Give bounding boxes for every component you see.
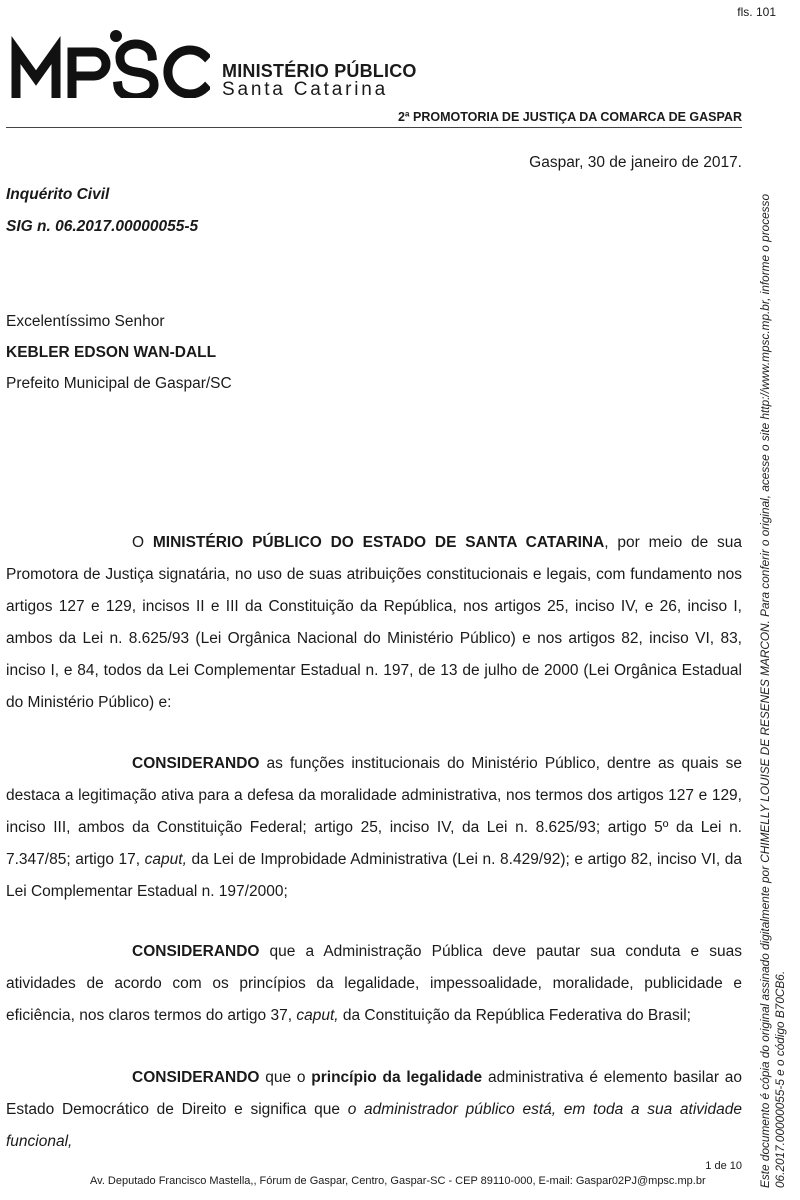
p1-lead: O: [132, 534, 153, 551]
p3-text-2: da Constituição da República Federativa do Brasil;: [338, 1007, 691, 1024]
logo-subtitle: Santa Catarina: [222, 79, 388, 100]
mpsc-logo-mark: [10, 28, 210, 98]
p1-bold: MINISTÉRIO PÚBLICO DO ESTADO DE SANTA CATARINA: [152, 534, 605, 551]
p2-bold: CONSIDERANDO: [132, 755, 260, 772]
p4-text-2: administrativa é elemento basilar ao Estado Democrático de Direito e significa que: [6, 1069, 742, 1118]
recipient-name: KEBLER EDSON WAN-DALL: [6, 344, 217, 361]
paragraph-considerando-2: [6, 936, 742, 1032]
page-reference: fls. 101: [737, 5, 776, 19]
signature-verification-note: [758, 148, 788, 1188]
side-note-line-2: 06.2017.00000055-5 e o código B70CB6.: [773, 970, 787, 1188]
logo-title: MINISTÉRIO PÚBLICO: [222, 61, 417, 81]
p4-text-1: que o: [259, 1069, 312, 1086]
paragraph-considerando-3: [6, 1062, 742, 1158]
doc-type: Inquérito Civil: [6, 186, 110, 203]
p2-italic: caput,: [144, 851, 187, 868]
p3-bold: CONSIDERANDO: [132, 943, 260, 960]
side-note-line-1: Este documento é cópia do original assinado digitalmente por CHIMELLY LOUISE DE RESENES MARCON. Para conferir o original, acesse o site http://www.mpsc.mp.br, informe o processo: [758, 193, 772, 1188]
p1-text: , por meio de sua Promotora de Justiça signatária, no uso de suas atribuições constitucionais e legais, com fundamento nos artigos 127 e 129, incisos II e III da Constituição da República, nos artigos 25, inciso IV, e 26, inciso I, ambos da Lei n. 8.625/93 (Lei Orgânica Nacional do Ministério Público) e nos artigos 82, inciso VI, 83, inciso I, e 84, todos da Lei Complementar Estadual n. 197, de 13 de julho de 2000 (Lei Orgânica Estadual do Ministério Público) e:: [6, 534, 742, 711]
p4-bold: CONSIDERANDO: [132, 1069, 260, 1086]
recipient-role: Prefeito Municipal de Gaspar/SC: [6, 375, 232, 392]
p3-text-1: que a Administração Pública deve pautar sua conduta e suas atividades de acordo com os princípios da legalidade, impessoalidade, moralidade, publicidade e eficiência, nos claros termos do artigo 37,: [6, 943, 742, 1024]
mpsc-logo: [10, 28, 430, 98]
p2-text-2: da Lei de Improbidade Administrativa (Lei n. 8.429/92); e artigo 82, inciso VI, da Lei Complementar Estadual n. 197/2000;: [6, 851, 742, 900]
footer-page-number: 1 de 10: [705, 1160, 742, 1172]
p4-italic: o administrador público está, em toda a sua atividade funcional,: [6, 1101, 742, 1150]
footer-address: Av. Deputado Francisco Mastella,, Fórum de Gaspar, Centro, Gaspar-SC - CEP 89110-000, E-mail: Gaspar02PJ@mpsc.mp.br: [90, 1175, 706, 1187]
office-name: 2ª PROMOTORIA DE JUSTIÇA DA COMARCA DE GASPAR: [397, 110, 742, 124]
p4-bold-2: princípio da legalidade: [311, 1069, 483, 1086]
recipient-salutation: Excelentíssimo Senhor: [6, 313, 165, 330]
p2-text-1: as funções institucionais do Ministério Público, dentre as quais se destaca a legitimação ativa para a defesa da moralidade administrativa, nos termos dos artigos 127 e 129, inciso III, ambos da Constituição Federal; artigo 25, inciso IV, da Lei n. 8.625/93; artigo 5º da Lei n. 7.347/85; artigo 17,: [6, 755, 742, 868]
date-line: Gaspar, 30 de janeiro de 2017.: [529, 154, 742, 171]
paragraph-considerando-1: [6, 748, 742, 908]
paragraph-opening: [6, 527, 742, 719]
p3-italic: caput,: [296, 1007, 339, 1024]
doc-sig: SIG n. 06.2017.00000055-5: [6, 218, 199, 235]
header-divider: [6, 127, 742, 128]
